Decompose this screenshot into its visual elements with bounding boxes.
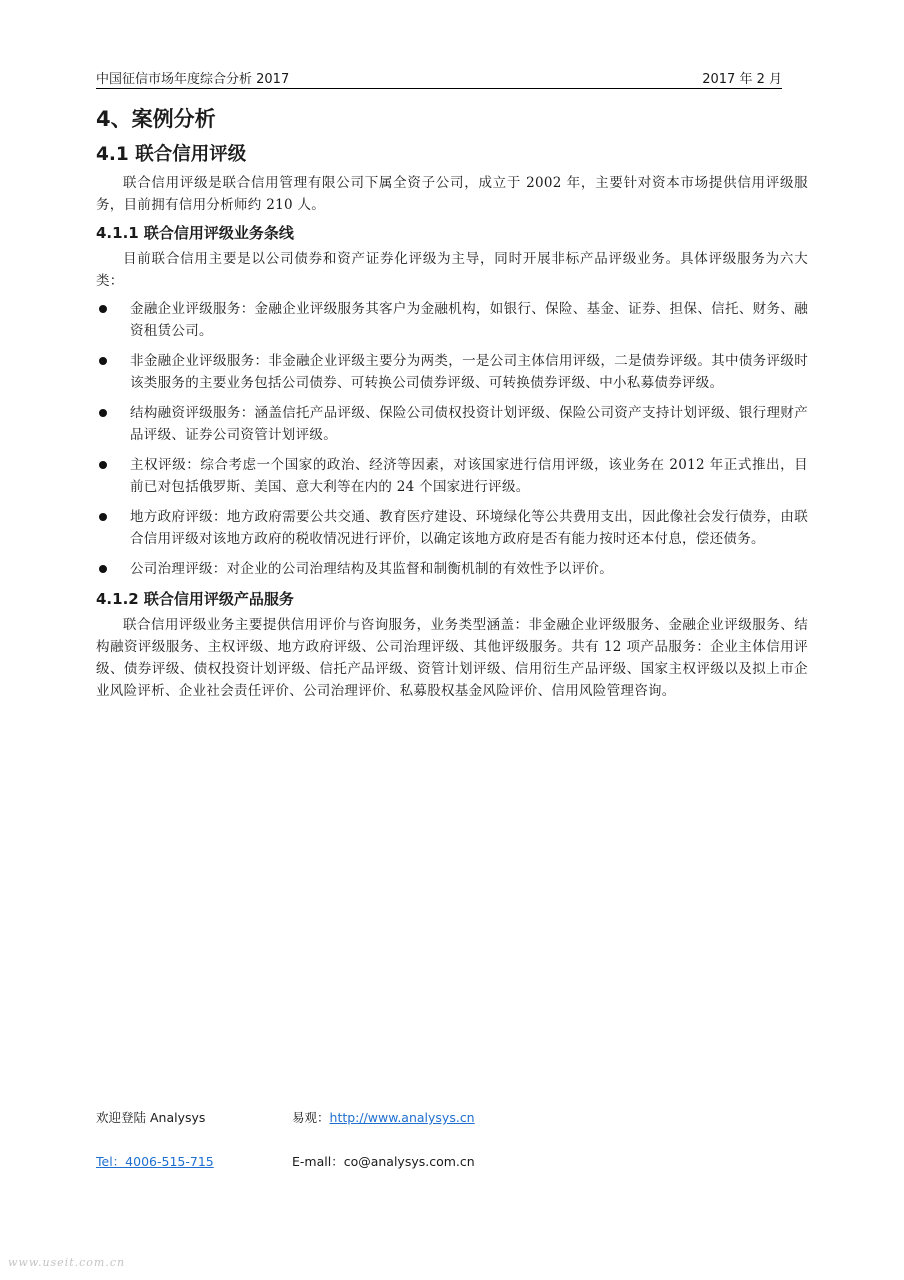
bullet-icon — [99, 409, 107, 417]
bullet-icon — [99, 461, 107, 469]
part2-title: 4.1.2 联合信用评级产品服务 — [96, 590, 294, 608]
footer-email: E-mall：co@analysys.com.cn — [292, 1154, 475, 1169]
footer-site-label: 易观： — [292, 1110, 330, 1125]
list-item — [96, 454, 808, 498]
list-item — [96, 402, 808, 446]
page-content — [96, 104, 808, 708]
service-list — [96, 298, 808, 580]
list-item — [96, 350, 808, 394]
part2-body: 联合信用评级业务主要提供信用评价与咨询服务，业务类型涵盖：非金融企业评级服务、金融企业评级服务、结构融资评级服务、主权评级、地方政府评级、公司治理评级、其他评级服务。共有 12 项产品服务：企业主体信用评级、债券评级、债权投资计划评级、信托产品评级、资管计划评级、信用衍生产品评级、国家主权评级以及拟上市企业风险评析、企业社会责任评价、公司治理评价、私募股权基金风险评价、信用风险管理咨询。 — [96, 617, 808, 699]
list-item-text: 公司治理评级：对企业的公司治理结构及其监督和制衡机制的有效性予以评价。 — [130, 561, 613, 577]
list-item-text: 金融企业评级服务：金融企业评级服务其客户为金融机构，如银行、保险、基金、证券、担保、信托、财务、融资租赁公司。 — [130, 301, 808, 339]
website-link[interactable]: http://www.analysys.cn — [329, 1110, 475, 1125]
bullet-icon — [99, 513, 107, 521]
page-header — [96, 66, 782, 89]
tel-link[interactable]: Tel：4006-515-715 — [96, 1154, 214, 1169]
list-item — [96, 506, 808, 550]
header-title: 中国征信市场年度综合分析 2017 — [96, 72, 290, 87]
bullet-icon — [99, 305, 107, 313]
list-item-text: 非金融企业评级服务：非金融企业评级主要分为两类，一是公司主体信用评级，二是债券评级。其中债务评级时该类服务的主要业务包括公司债券、可转换公司债券评级、可转换债券评级、中小私募债券评级。 — [130, 353, 808, 391]
list-item-text: 主权评级：综合考虑一个国家的政治、经济等因素，对该国家进行信用评级，该业务在 2012 年正式推出，目前已对包括俄罗斯、美国、意大利等在内的 24 个国家进行评级。 — [130, 457, 808, 495]
bullet-icon — [99, 565, 107, 573]
page-footer — [96, 1108, 656, 1196]
part1-title: 4.1.1 联合信用评级业务条线 — [96, 224, 294, 242]
footer-welcome: 欢迎登陆 Analysys — [96, 1110, 206, 1125]
subsection-intro: 联合信用评级是联合信用管理有限公司下属全资子公司，成立于 2002 年，主要针对资本市场提供信用评级服务，目前拥有信用分析师约 210 人。 — [96, 175, 808, 213]
list-item — [96, 298, 808, 342]
header-date: 2017 年 2 月 — [702, 72, 782, 87]
footer-site — [292, 1108, 475, 1126]
bullet-icon — [99, 357, 107, 365]
subsection-title: 4.1 联合信用评级 — [96, 144, 247, 165]
list-item-text: 结构融资评级服务：涵盖信托产品评级、保险公司债权投资计划评级、保险公司资产支持计划评级、银行理财产品评级、证券公司资管计划评级。 — [130, 405, 808, 443]
list-item — [96, 558, 808, 580]
part1-intro: 目前联合信用主要是以公司债券和资产证券化评级为主导，同时开展非标产品评级业务。具体评级服务为六大类： — [96, 251, 808, 289]
section-title: 4、案例分析 — [96, 107, 216, 131]
list-item-text: 地方政府评级：地方政府需要公共交通、教育医疗建设、环境绿化等公共费用支出，因此像社会发行债券，由联合信用评级对该地方政府的税收情况进行评价，以确定该地方政府是否有能力按时还本付息，偿还债务。 — [130, 509, 808, 547]
watermark: www.useit.com.cn — [8, 1256, 126, 1269]
